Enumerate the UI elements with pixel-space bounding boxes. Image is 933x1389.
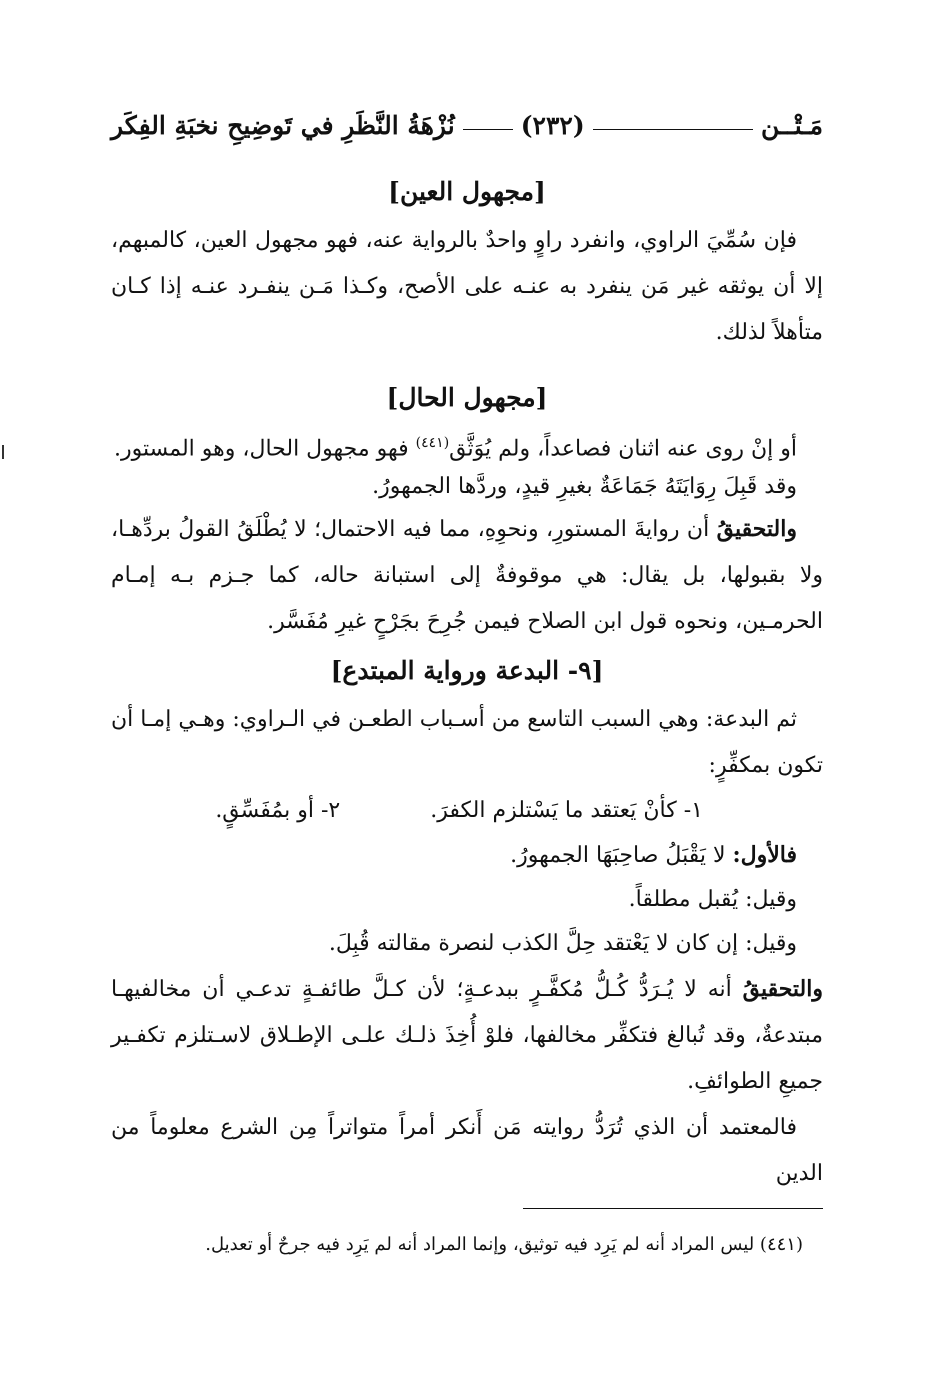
paragraph-text: أن روايةَ المستورِ، ونحوِهِ، مما فيه الاحتمال؛ لا يُطْلَقُ القولُ بردِّهـا، ولا بقبولها، بل يقال: هي موقوفةٌ إلى استبانة حاله، كما جـزم بـه إمـام الحرمـين، ونحوه قول ابن الصلاح فيمن جُرِحَ بجَرْحٍ غيرِ مُفَسَّر. [111, 517, 823, 635]
page-number: (٢٣٢) [520, 110, 585, 140]
running-header [111, 100, 823, 150]
paragraph: وقيل: إن كان لا يَعْتقد حِلَّ الكذب لنصرة مقالته قُبِلَ. [328, 931, 797, 957]
list-item: ٢- أو بمُفَسِّقٍ. [215, 798, 341, 824]
book-title: نُزْهَةُ النَّظَرِ في تَوضِيحِ نخبَةِ الفِكَر [111, 110, 455, 140]
footnote-ref[interactable]: (٤٤١) [415, 435, 450, 451]
list-item: ١- كأنْ يَعتقد ما يَسْتلزم الكفرَ. [430, 798, 703, 824]
header-rule [593, 129, 753, 130]
footnote: (٤٤١) ليس المراد أنه لم يَرِد فيه توثيق، وإنما المراد أنه لم يَرِد فيه جرحٌ أو تعديل. [205, 1234, 803, 1255]
section-title-bidah: [٩- البدعة ورواية المبتدع] [330, 656, 604, 686]
paragraph-text: أو إنْ روى عنه اثنان فصاعداً، ولم يُوَثَّق [449, 436, 797, 462]
paragraph: ثم البدعة: وهي السبب التاسع من أسـباب الطعـن في الـراوي: وهـي إمـا أن تكون بمكفِّرٍ: [111, 707, 823, 779]
header-rule-short [463, 129, 513, 130]
scan-edge-mark [2, 445, 4, 459]
paragraph-text: لا يَقْبَلُ صاحِبَهَا الجمهورُ. [510, 843, 733, 869]
paragraph: وقيل: يُقبل مطلقاً. [628, 887, 797, 913]
paragraph [111, 424, 823, 468]
page-body [111, 100, 823, 1197]
footnote-divider [523, 1208, 823, 1209]
section-title-majhul-al-ayn: [مجهول العين] [388, 177, 546, 206]
section-label: مَـتْــن [761, 110, 823, 140]
paragraph [111, 506, 823, 645]
paragraph-text: فهو مجهول الحال، وهو المستور. [114, 436, 416, 462]
key-term: فالأول: [732, 842, 797, 869]
paragraph [111, 966, 823, 1105]
paragraph: وقد قَبِلَ رِوَايَتَهُ جَمَاعَةٌ بغيرِ قيدٍ، وردَّها الجمهورُ. [372, 474, 797, 500]
paragraph-text: أنه لا يُـرَدُّ كُـلُّ مُكفَّـرٍ ببدعـةٍ؛ لأن كـلَّ طائفـةٍ تدعـي أن مخالفيهـا مبتدعةٌ، وقد تُبالغ فتكفِّر مخالفها، فلوْ أُخِذَ ذلـك علـى الإطـلاق لاسـتلزم تكفـير جميعِ الطوائفِ. [111, 977, 823, 1095]
section-title-majhul-al-hal: [مجهول الحال] [386, 383, 548, 412]
enumerated-list [111, 789, 823, 833]
list-spacer [340, 789, 430, 833]
paragraph [111, 833, 823, 878]
key-term: والتحقيقُ [716, 516, 797, 543]
paragraph: فالمعتمد أن الذي تُرَدُّ روايته مَن أَنكر أمراً متواتراً مِن الشرع معلوماً من الدين [111, 1115, 823, 1187]
key-term: والتحقيقُ [742, 976, 823, 1003]
paragraph: فإن سُمِّيَ الراوي، وانفرد راوٍ واحدٌ بالرواية عنه، فهو مجهول العين، كالمبهم، إلا أن يوثقه غير مَن ينفرد به عنـه على الأصح، وكـذا مَـن ينفـرد عنـه إذا كـان متأهلاً لذلك. [111, 228, 823, 345]
